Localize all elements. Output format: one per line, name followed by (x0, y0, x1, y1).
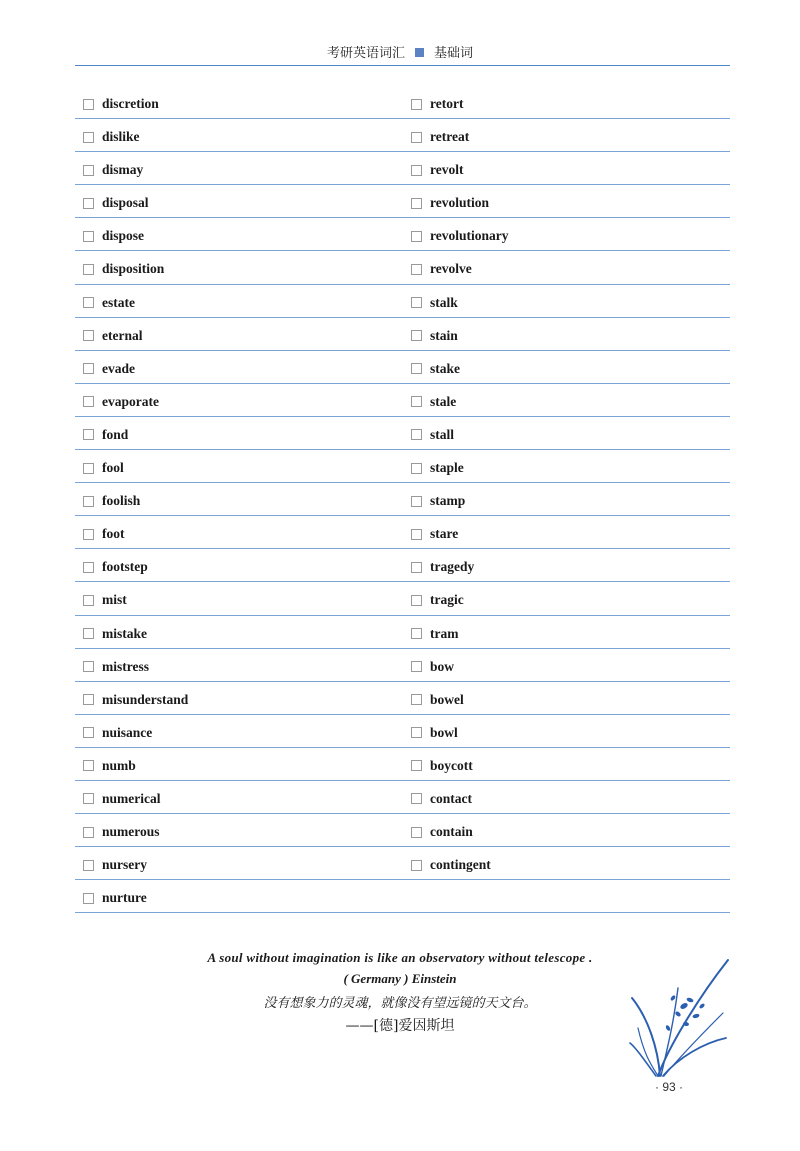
checkbox[interactable] (411, 198, 422, 209)
word-item (411, 194, 489, 212)
checkbox[interactable] (83, 132, 94, 143)
word-item (411, 227, 509, 245)
word-item (411, 360, 460, 378)
word-item (83, 724, 152, 742)
word-text: revolution (430, 195, 490, 211)
word-row (75, 616, 730, 649)
word-text: revolve (430, 261, 472, 277)
word-item (411, 294, 458, 312)
word-text: contingent (430, 857, 491, 873)
word-text: stain (430, 327, 458, 343)
page-header (0, 42, 800, 61)
checkbox[interactable] (83, 99, 94, 110)
checkbox[interactable] (411, 694, 422, 705)
word-text: boycott (430, 757, 473, 773)
word-item (411, 525, 458, 543)
word-item (83, 327, 142, 345)
quote-block (140, 950, 660, 1035)
word-row (75, 549, 730, 582)
checkbox[interactable] (411, 99, 422, 110)
checkbox[interactable] (411, 760, 422, 771)
checkbox[interactable] (411, 264, 422, 275)
word-item (411, 691, 464, 709)
checkbox[interactable] (83, 529, 94, 540)
quote-english: A soul without imagination is like an observatory without telescope . (207, 950, 593, 965)
word-item (83, 360, 135, 378)
word-item (83, 128, 140, 146)
checkbox[interactable] (411, 396, 422, 407)
word-item (83, 95, 159, 113)
word-text: foot (102, 526, 125, 542)
word-text: retort (430, 96, 464, 111)
word-row (75, 450, 730, 483)
checkbox[interactable] (411, 860, 422, 871)
word-text: nursery (102, 857, 147, 873)
word-text: bowl (430, 724, 458, 740)
word-item (83, 625, 147, 643)
word-item (411, 790, 472, 808)
word-item (411, 625, 458, 643)
word-item (83, 294, 135, 312)
checkbox[interactable] (83, 595, 94, 606)
word-text: bowel (430, 691, 464, 707)
word-row (75, 318, 730, 351)
orchid-illustration-icon (628, 958, 730, 1080)
word-text: tram (430, 625, 459, 641)
word-item (411, 327, 458, 345)
checkbox[interactable] (83, 330, 94, 341)
word-item (83, 823, 160, 841)
checkbox[interactable] (411, 661, 422, 672)
checkbox[interactable] (83, 628, 94, 639)
word-text: revolt (430, 162, 464, 178)
word-item (411, 161, 464, 179)
checkbox[interactable] (83, 496, 94, 507)
square-separator-icon (415, 48, 424, 57)
word-text: mistress (102, 658, 149, 674)
word-text: fond (102, 426, 129, 442)
word-item (411, 757, 473, 775)
checkbox[interactable] (411, 330, 422, 341)
checkbox[interactable] (411, 363, 422, 374)
word-row (75, 649, 730, 682)
word-text: contact (430, 790, 472, 806)
word-text: stalk (430, 294, 458, 310)
header-rule (75, 65, 730, 66)
word-text: stake (430, 360, 460, 376)
word-item (411, 128, 469, 146)
word-item (83, 194, 149, 212)
quote-author-chinese: ——[德]爱因斯坦 (345, 1018, 455, 1034)
word-text: dispose (102, 228, 145, 244)
word-text: retreat (430, 129, 470, 145)
quote-chinese: 没有想象力的灵魂，就像没有望远镜的天文台。 (263, 996, 537, 1011)
checkbox[interactable] (411, 595, 422, 606)
word-item (83, 757, 136, 775)
word-item (411, 426, 454, 444)
word-item (83, 161, 143, 179)
word-text: stamp (430, 493, 466, 509)
word-text: estate (102, 294, 135, 310)
quote-author-english: ( Germany ) Einstein (343, 971, 457, 986)
word-row (75, 582, 730, 615)
word-text: nurture (102, 890, 147, 906)
word-row (75, 218, 730, 251)
checkbox[interactable] (83, 231, 94, 242)
checkbox[interactable] (83, 463, 94, 474)
checkbox[interactable] (83, 760, 94, 771)
word-item (411, 260, 472, 278)
word-item (411, 856, 491, 874)
word-item (411, 393, 456, 411)
word-item (411, 492, 465, 510)
checkbox[interactable] (83, 165, 94, 176)
checkbox[interactable] (83, 396, 94, 407)
checkbox[interactable] (83, 429, 94, 440)
word-row (75, 483, 730, 516)
word-text: footstep (102, 559, 148, 575)
checkbox[interactable] (83, 297, 94, 308)
checkbox[interactable] (411, 628, 422, 639)
word-text: disposition (102, 261, 165, 277)
checkbox[interactable] (411, 727, 422, 738)
word-row (75, 351, 730, 384)
checkbox[interactable] (83, 562, 94, 573)
word-text: discretion (102, 96, 159, 111)
word-text: foolish (102, 493, 141, 509)
section-title: 基础词 (434, 46, 474, 61)
word-row (75, 682, 730, 715)
checkbox[interactable] (411, 827, 422, 838)
word-row (75, 814, 730, 847)
word-text: staple (430, 460, 464, 476)
checkbox[interactable] (411, 132, 422, 143)
word-item (411, 558, 474, 576)
word-item (83, 492, 140, 510)
word-row (75, 86, 730, 119)
word-item (411, 95, 463, 113)
word-row (75, 285, 730, 318)
page-number: · 93 · (655, 1080, 684, 1094)
word-row (75, 185, 730, 218)
checkbox[interactable] (83, 661, 94, 672)
checkbox[interactable] (411, 793, 422, 804)
word-item (411, 823, 473, 841)
checkbox[interactable] (83, 860, 94, 871)
checkbox[interactable] (411, 165, 422, 176)
word-item (411, 591, 464, 609)
word-item (411, 724, 458, 742)
word-text: dismay (102, 162, 144, 178)
word-text: numerical (102, 790, 161, 806)
word-row (75, 715, 730, 748)
word-item (83, 790, 161, 808)
word-item (83, 393, 159, 411)
word-text: numerous (102, 824, 160, 840)
checkbox[interactable] (411, 562, 422, 573)
word-item (83, 260, 164, 278)
word-item (83, 227, 144, 245)
checkbox[interactable] (411, 231, 422, 242)
word-row (75, 119, 730, 152)
word-text: stare (430, 526, 459, 542)
checkbox[interactable] (83, 727, 94, 738)
checkbox[interactable] (411, 429, 422, 440)
word-item (83, 459, 124, 477)
word-row (75, 847, 730, 880)
word-item (83, 426, 128, 444)
word-text: stale (430, 393, 457, 409)
word-text: contain (430, 824, 473, 840)
word-row (75, 516, 730, 549)
word-item (83, 591, 127, 609)
word-text: revolutionary (430, 228, 509, 244)
checkbox[interactable] (83, 198, 94, 209)
word-text: eternal (102, 327, 143, 343)
word-text: nuisance (102, 724, 153, 740)
word-row (75, 781, 730, 814)
checkbox[interactable] (83, 793, 94, 804)
word-text: bow (430, 658, 455, 674)
checkbox[interactable] (83, 264, 94, 275)
word-row (75, 417, 730, 450)
word-text: dislike (102, 129, 140, 145)
word-text: fool (102, 460, 124, 476)
word-text: tragic (430, 592, 464, 608)
word-text: mist (102, 592, 127, 608)
checkbox[interactable] (83, 827, 94, 838)
checkbox[interactable] (83, 893, 94, 904)
word-item (411, 658, 454, 676)
word-text: tragedy (430, 559, 475, 575)
word-item (83, 658, 149, 676)
checkbox[interactable] (411, 529, 422, 540)
checkbox[interactable] (411, 463, 422, 474)
word-item (411, 459, 464, 477)
checkbox[interactable] (83, 363, 94, 374)
word-row (75, 251, 730, 284)
word-text: misunderstand (102, 691, 189, 707)
word-item (83, 889, 147, 907)
checkbox[interactable] (411, 496, 422, 507)
word-text: numb (102, 757, 136, 773)
checkbox[interactable] (83, 694, 94, 705)
word-text: stall (430, 426, 455, 442)
word-text: evaporate (102, 393, 159, 409)
word-text: disposal (102, 195, 149, 211)
book-title: 考研英语词汇 (326, 46, 405, 61)
word-row (75, 152, 730, 185)
word-text: mistake (102, 625, 147, 641)
word-item (83, 525, 125, 543)
checkbox[interactable] (411, 297, 422, 308)
word-row (75, 384, 730, 417)
word-row (75, 748, 730, 781)
word-item (83, 558, 148, 576)
word-list (75, 86, 730, 913)
word-item (83, 691, 188, 709)
word-text: evade (102, 360, 135, 376)
word-row (75, 880, 730, 913)
word-item (83, 856, 147, 874)
